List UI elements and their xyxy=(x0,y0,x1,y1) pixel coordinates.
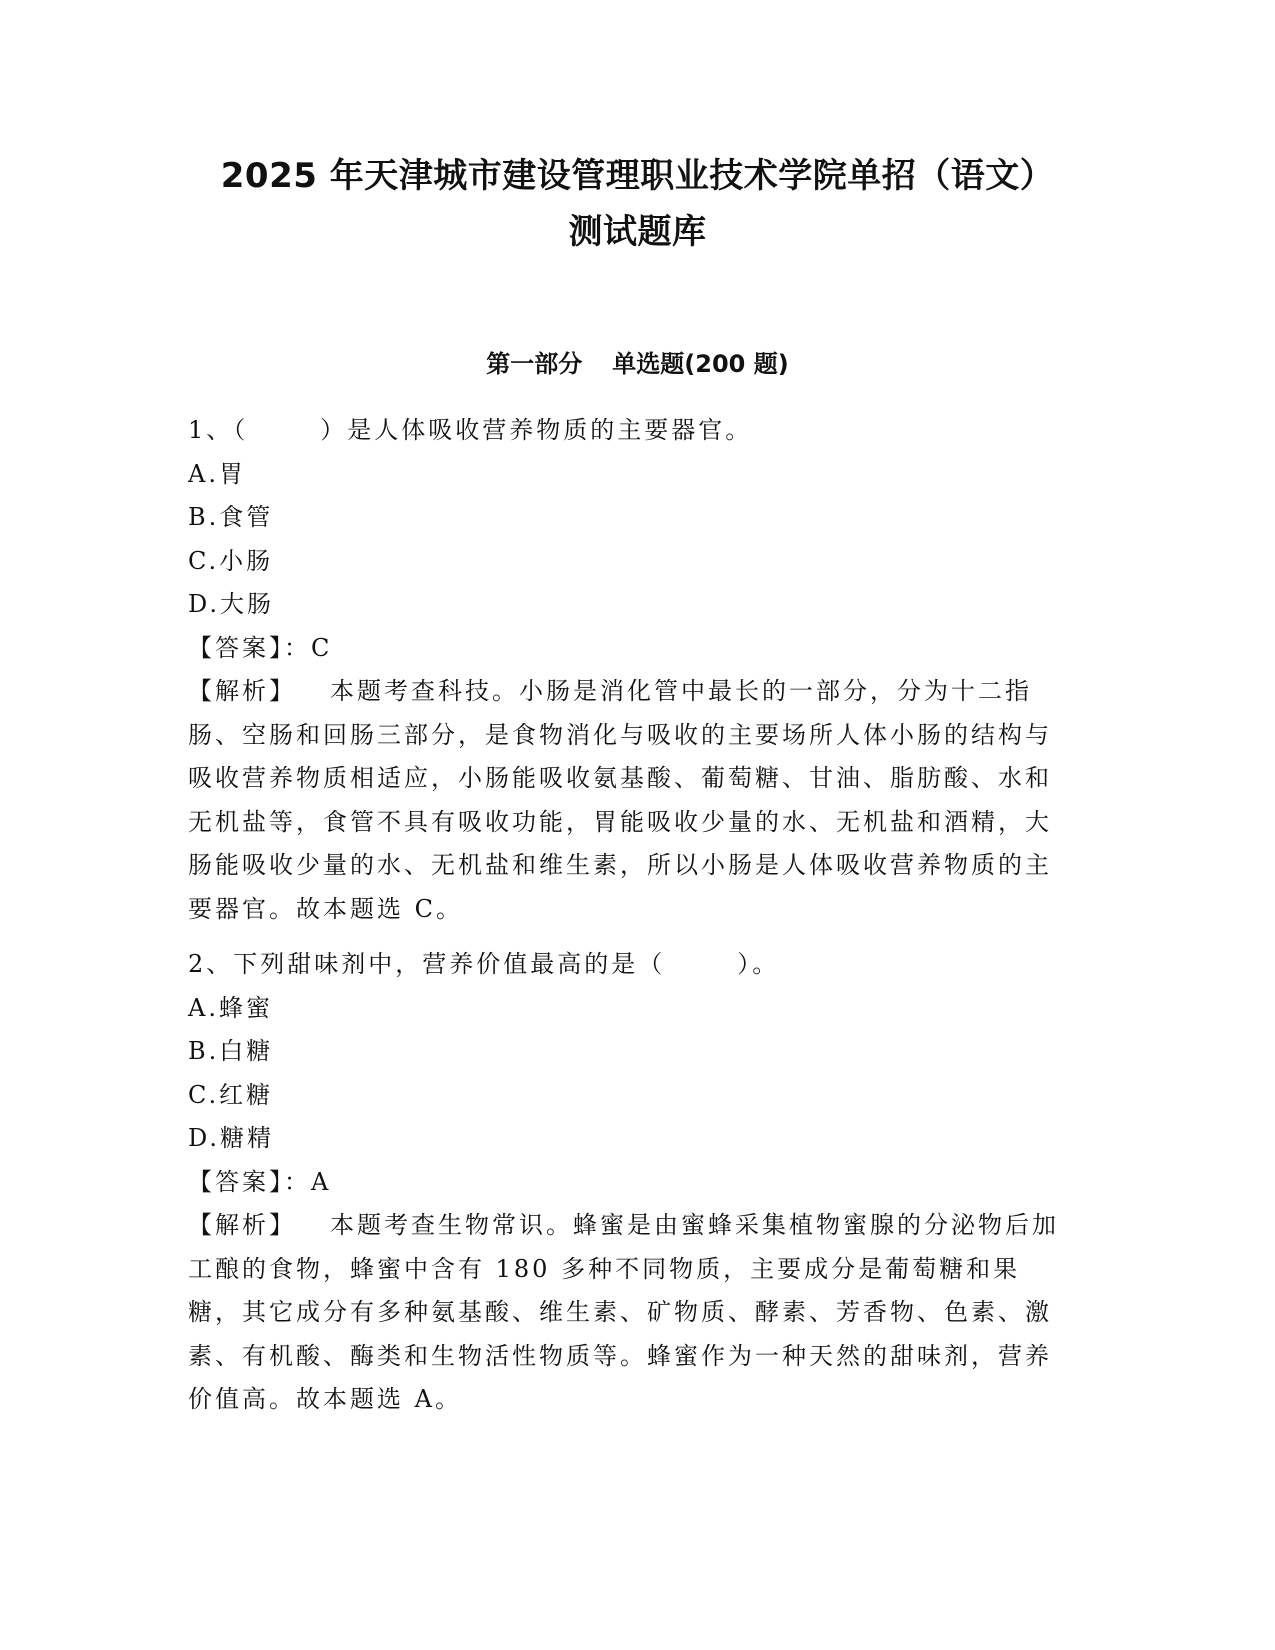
question-stem: 1、（ ）是人体吸收营养物质的主要器官。 xyxy=(188,416,753,444)
title-line-2: 测试题库 xyxy=(568,212,707,252)
answer-label: 【答案】： xyxy=(188,633,311,662)
question-list xyxy=(188,409,1068,1422)
analysis-text: 本题考查科技。小肠是消化管中最长的一部分，分为十二指肠、空肠和回肠三部分，是食物消化与吸收的主要场所人体小肠的结构与吸收营养物质相适应，小肠能吸收氨基酸、葡萄糖、甘油、脂肪酸、水和无机盐等，食管不具有吸收功能，胃能吸收少量的水、无机盐和酒精，大肠能吸收少量的水、无机盐和维生素，所以小肠是人体吸收营养物质的主要器官。故本题选 C。 xyxy=(188,677,1052,923)
option-a: A.胃 xyxy=(188,459,246,488)
answer-value: A xyxy=(311,1167,332,1196)
section-part: 第一部分 xyxy=(486,350,583,378)
option-a: A.蜂蜜 xyxy=(188,993,273,1022)
question-1 xyxy=(188,409,1068,931)
question-stem: 2、下列甜味剂中，营养价值最高的是（ ）。 xyxy=(188,950,780,978)
analysis-paragraph xyxy=(188,1204,1068,1422)
analysis-paragraph xyxy=(188,670,1068,931)
analysis-text: 本题考查生物常识。蜂蜜是由蜜蜂采集植物蜜腺的分泌物后加工酿的食物，蜂蜜中含有 180 多种不同物质，主要成分是葡萄糖和果糖，其它成分有多种氨基酸、维生素、矿物质、酵素、芳香物、色素、激素、有机酸、酶类和生物活性物质等。蜂蜜作为一种天然的甜味剂，营养价值高。故本题选 A。 xyxy=(188,1211,1059,1413)
option-d: D.大肠 xyxy=(188,590,275,618)
option-c: C.小肠 xyxy=(188,546,274,575)
option-c: C.红糖 xyxy=(188,1080,274,1109)
section-name: 单选题(200 题) xyxy=(612,350,789,378)
question-2 xyxy=(188,943,1068,1422)
option-b: B.白糖 xyxy=(188,1037,274,1065)
title-line-1: 2025 年天津城市建设管理职业技术学院单招（语文） xyxy=(220,156,1055,196)
analysis-label: 【解析】 xyxy=(188,677,296,705)
option-d: D.糖精 xyxy=(188,1124,275,1152)
answer-line xyxy=(188,627,1068,671)
answer-line xyxy=(188,1161,1068,1205)
answer-value: C xyxy=(311,633,333,662)
document-title xyxy=(150,148,1125,260)
section-heading xyxy=(150,346,1125,382)
answer-label: 【答案】： xyxy=(188,1167,311,1196)
option-b: B.食管 xyxy=(188,503,274,531)
analysis-label: 【解析】 xyxy=(188,1211,296,1239)
